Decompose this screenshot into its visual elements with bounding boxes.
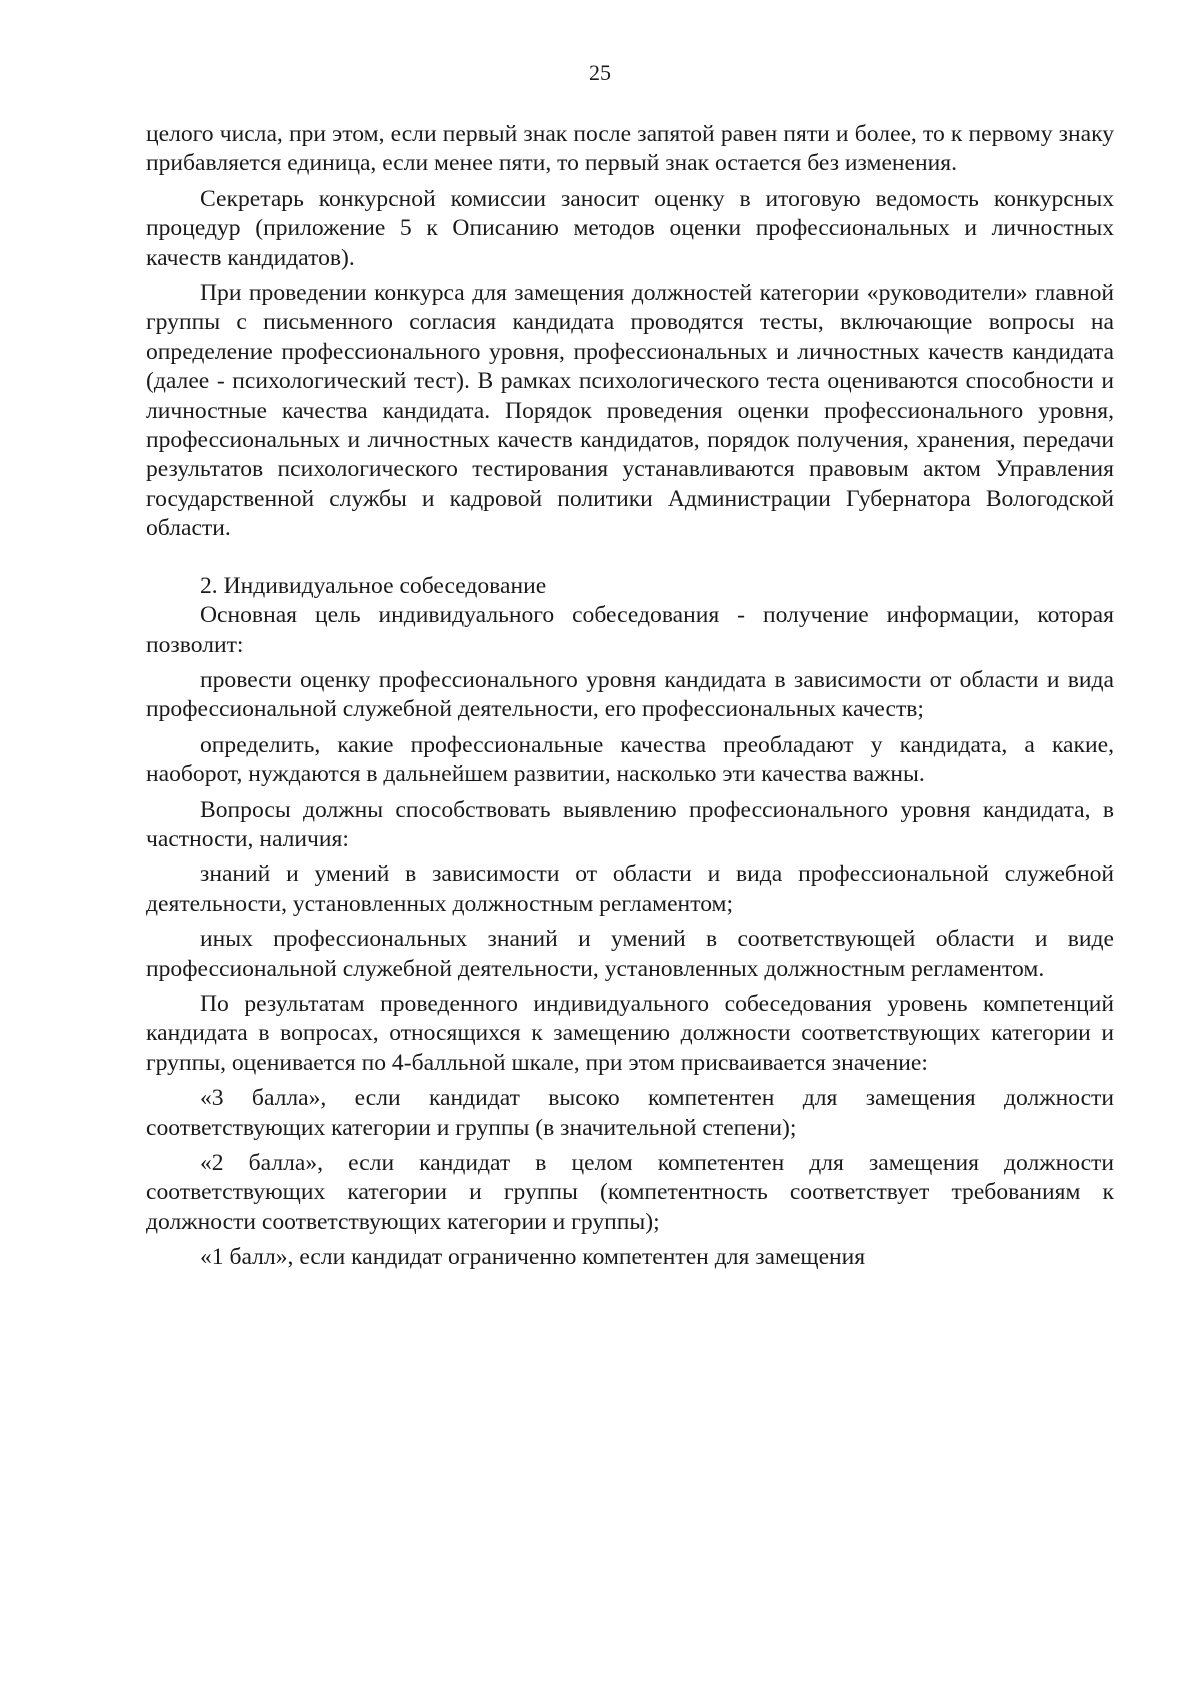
paragraph-score-2: «2 балла», если кандидат в целом компетентен для замещения должности соответствующих категории и группы (компетентность соответствует требованиям к должности соответствующих категории и группы); [146, 1150, 1114, 1235]
paragraph-interview-goal: Основная цель индивидуального собеседования - получение информации, которая позволит: [146, 602, 1114, 658]
document-body [146, 120, 1114, 1273]
paragraph-questions-item-2: иных профессиональных знаний и умений в соответствующей области и виде профессиональной служебной деятельности, установленных должностным регламентом. [146, 926, 1114, 982]
paragraph-goal-item-1: провести оценку профессионального уровня кандидата в зависимости от области и вида профессиональной служебной деятельности, его профессиональных качеств; [146, 666, 1114, 723]
paragraph-psychological-test: При проведении конкурса для замещения должностей категории «руководители» главной группы с письменного согласия кандидата проводятся тесты, включающие вопросы на определение профессионального уровня, профессиональных и личностных качеств кандидата (далее - психологический тест). В рамках психологического теста оцениваются способности и личностные качества кандидата. Порядок проведения оценки профессионального уровня, профессиональных и личностных качеств кандидатов, порядок получения, хранения, передачи результатов психологического тестирования устанавливаются правовым актом Управления государственной службы и кадровой политики Администрации Губернатора Вологодской области. [146, 280, 1114, 542]
paragraph-goal-item-2: определить, какие профессиональные качества преобладают у кандидата, а какие, наоборот, нуждаются в дальнейшем развитии, насколько эти качества важны. [146, 731, 1114, 788]
paragraph-rounding-rule: целого числа, при этом, если первый знак после запятой равен пяти и более, то к первому знаку прибавляется единица, если менее пяти, то первый знак остается без изменения. [146, 121, 1114, 177]
paragraph-questions: Вопросы должны способствовать выявлению профессионального уровня кандидата, в частности, наличия: [146, 796, 1114, 852]
paragraph-score-1: «1 балл», если кандидат ограниченно компетентен для замещения [200, 1244, 866, 1271]
page-number: 25 [589, 60, 611, 85]
paragraph-scale: По результатам проведенного индивидуального собеседования уровень компетенций кандидата в вопросах, относящихся к замещению должности соответствующих категории и группы, оценивается по 4-балльной шкале, при этом присваивается значение: [146, 990, 1114, 1076]
paragraph-score-3: «3 балла», если кандидат высоко компетентен для замещения должности соответствующих категории и группы (в значительной степени); [146, 1085, 1114, 1141]
paragraph-secretary: Секретарь конкурсной комиссии заносит оценку в итоговую ведомость конкурсных процедур (приложение 5 к Описанию методов оценки профессиональных и личностных качеств кандидатов). [146, 185, 1114, 271]
section-heading: 2. Индивидуальное собеседование [200, 572, 547, 599]
paragraph-questions-item-1: знаний и умений в зависимости от области и вида профессиональной служебной деятельности, установленных должностным регламентом; [146, 861, 1114, 917]
